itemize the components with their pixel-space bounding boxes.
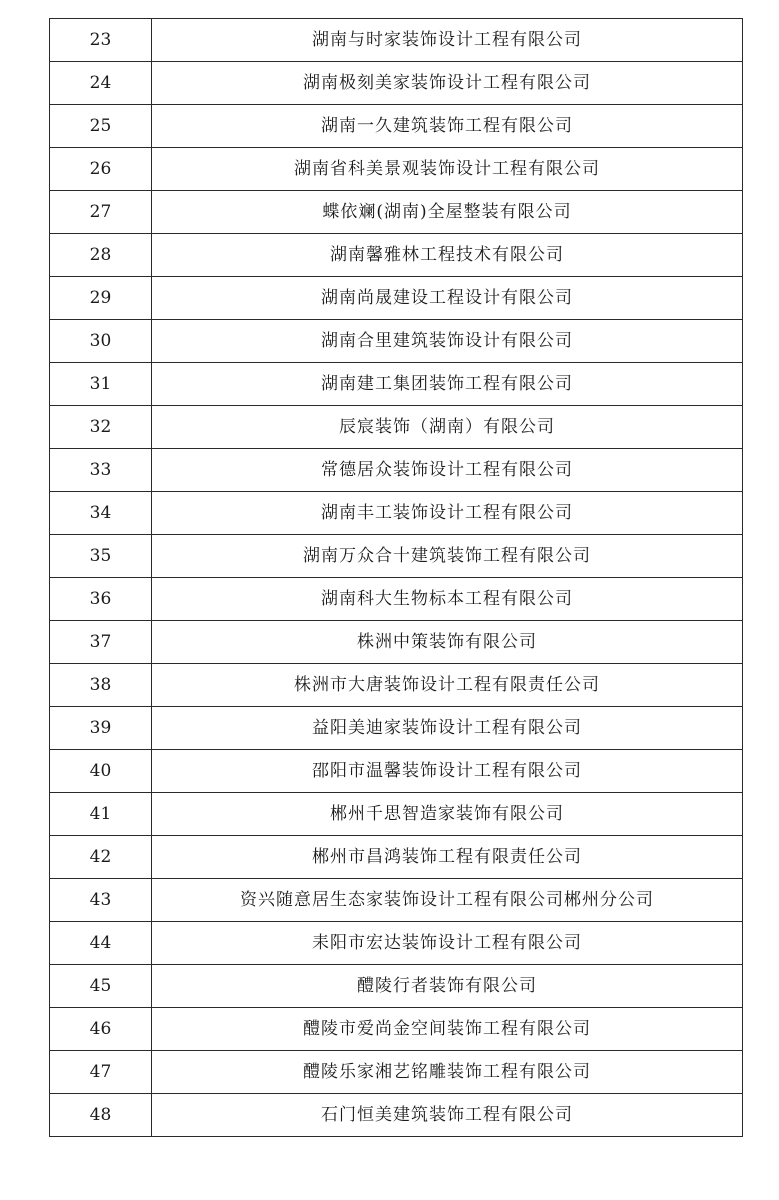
row-number: 36 — [50, 578, 152, 621]
table-row — [50, 1094, 743, 1137]
row-number: 33 — [50, 449, 152, 492]
company-list-table — [49, 18, 743, 1137]
row-number: 43 — [50, 879, 152, 922]
company-name: 湖南尚晟建设工程设计有限公司 — [152, 277, 743, 320]
row-number: 27 — [50, 191, 152, 234]
row-number: 26 — [50, 148, 152, 191]
company-name: 湖南与时家装饰设计工程有限公司 — [152, 19, 743, 62]
company-name: 株洲市大唐装饰设计工程有限责任公司 — [152, 664, 743, 707]
company-name: 湖南馨雅林工程技术有限公司 — [152, 234, 743, 277]
table-row — [50, 578, 743, 621]
row-number: 31 — [50, 363, 152, 406]
table-row — [50, 277, 743, 320]
table-row — [50, 19, 743, 62]
table-row — [50, 105, 743, 148]
company-name: 辰宸装饰（湖南）有限公司 — [152, 406, 743, 449]
company-name: 湖南丰工装饰设计工程有限公司 — [152, 492, 743, 535]
row-number: 38 — [50, 664, 152, 707]
row-number: 45 — [50, 965, 152, 1008]
table-row — [50, 1008, 743, 1051]
table-row — [50, 965, 743, 1008]
company-name: 常德居众装饰设计工程有限公司 — [152, 449, 743, 492]
company-name: 湖南一久建筑装饰工程有限公司 — [152, 105, 743, 148]
company-name: 醴陵乐家湘艺铭雕装饰工程有限公司 — [152, 1051, 743, 1094]
table-row — [50, 836, 743, 879]
company-name: 醴陵行者装饰有限公司 — [152, 965, 743, 1008]
company-name: 醴陵市爱尚金空间装饰工程有限公司 — [152, 1008, 743, 1051]
company-name: 耒阳市宏达装饰设计工程有限公司 — [152, 922, 743, 965]
table-row — [50, 793, 743, 836]
company-name: 益阳美迪家装饰设计工程有限公司 — [152, 707, 743, 750]
row-number: 34 — [50, 492, 152, 535]
row-number: 24 — [50, 62, 152, 105]
row-number: 37 — [50, 621, 152, 664]
table-row — [50, 922, 743, 965]
company-name: 湖南万众合十建筑装饰工程有限公司 — [152, 535, 743, 578]
row-number: 39 — [50, 707, 152, 750]
row-number: 30 — [50, 320, 152, 363]
table-row — [50, 62, 743, 105]
table-row — [50, 320, 743, 363]
row-number: 25 — [50, 105, 152, 148]
table-row — [50, 363, 743, 406]
company-name: 邵阳市温馨装饰设计工程有限公司 — [152, 750, 743, 793]
company-list-body — [50, 19, 743, 1137]
table-row — [50, 406, 743, 449]
company-name: 湖南极刻美家装饰设计工程有限公司 — [152, 62, 743, 105]
row-number: 42 — [50, 836, 152, 879]
table-row — [50, 879, 743, 922]
company-name: 石门恒美建筑装饰工程有限公司 — [152, 1094, 743, 1137]
row-number: 29 — [50, 277, 152, 320]
company-name: 资兴随意居生态家装饰设计工程有限公司郴州分公司 — [152, 879, 743, 922]
table-row — [50, 535, 743, 578]
row-number: 23 — [50, 19, 152, 62]
row-number: 48 — [50, 1094, 152, 1137]
table-row — [50, 148, 743, 191]
company-name: 株洲中策装饰有限公司 — [152, 621, 743, 664]
company-name: 湖南科大生物标本工程有限公司 — [152, 578, 743, 621]
table-row — [50, 234, 743, 277]
table-row — [50, 750, 743, 793]
row-number: 41 — [50, 793, 152, 836]
table-row — [50, 664, 743, 707]
company-name: 湖南建工集团装饰工程有限公司 — [152, 363, 743, 406]
table-row — [50, 1051, 743, 1094]
row-number: 28 — [50, 234, 152, 277]
row-number: 35 — [50, 535, 152, 578]
company-name: 郴州市昌鸿装饰工程有限责任公司 — [152, 836, 743, 879]
table-row — [50, 621, 743, 664]
row-number: 44 — [50, 922, 152, 965]
company-name: 郴州千思智造家装饰有限公司 — [152, 793, 743, 836]
company-name: 湖南合里建筑装饰设计有限公司 — [152, 320, 743, 363]
company-name: 蝶依斓(湖南)全屋整装有限公司 — [152, 191, 743, 234]
row-number: 47 — [50, 1051, 152, 1094]
table-row — [50, 191, 743, 234]
table-row — [50, 492, 743, 535]
table-row — [50, 449, 743, 492]
row-number: 46 — [50, 1008, 152, 1051]
row-number: 32 — [50, 406, 152, 449]
table-row — [50, 707, 743, 750]
row-number: 40 — [50, 750, 152, 793]
company-name: 湖南省科美景观装饰设计工程有限公司 — [152, 148, 743, 191]
